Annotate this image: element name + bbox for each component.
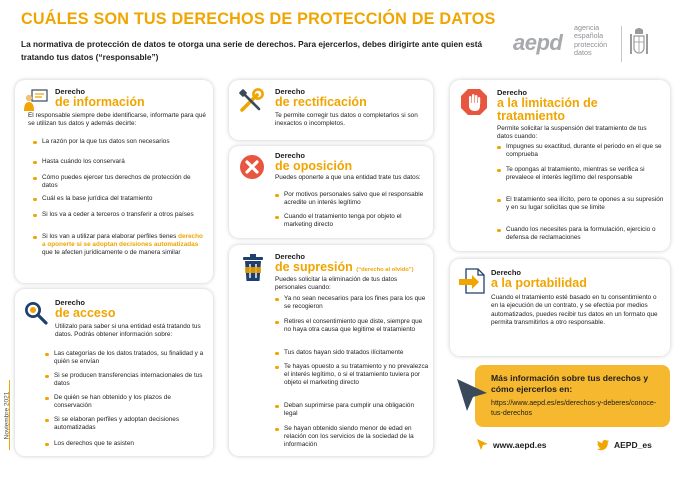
card-heading-line2: tratamiento [497, 109, 566, 123]
card-heading-tag: (“derecho al olvido”) [356, 267, 414, 273]
card-oposicion [229, 146, 433, 238]
highlight-text: derecho a oponerte si se adoptan decisiones automatizadas [42, 233, 203, 249]
list-item: Tus datos hayan sido tratados ilícitamente [275, 349, 429, 357]
card-heading: de rectificación [275, 95, 367, 109]
card-intro: Puedes oponerte a que una entidad trate tus datos: [275, 174, 421, 181]
card-intro: El responsable siempre debe identificarse, informarte para qué se utilizan tus datos y además decirte: [28, 112, 206, 128]
aepd-logo-mark: aepd [513, 30, 563, 55]
file-transfer-icon [458, 267, 488, 295]
website-link[interactable]: www.aepd.es [493, 440, 547, 450]
card-heading: a la portabilidad [491, 276, 587, 290]
card-small-label: Derecho [497, 88, 528, 97]
trash-icon [241, 253, 265, 283]
card-small-label: Derecho [491, 268, 522, 277]
tools-icon [237, 87, 267, 115]
page-title: CUÁLES SON TUS DERECHOS DE PROTECCIÓN DE DATOS [21, 10, 496, 28]
more-info-box [475, 365, 670, 427]
list-item: Cómo puedes ejercer tus derechos de protección de datos [33, 174, 198, 190]
card-heading: de acceso [55, 306, 116, 320]
card-heading: de información [55, 95, 145, 109]
list-item: Impugnes su exactitud, durante el periodo en el que se comprueba [497, 143, 665, 159]
coat-of-arms-icon [627, 26, 651, 60]
twitter-icon [597, 438, 610, 451]
list-item: Se hayan obtenido siendo menor de edad en relación con los servicios de la sociedad de la información [275, 425, 429, 450]
card-informacion [15, 80, 213, 283]
list-item: Si se elaboran perfiles y adoptan decisiones automatizadas [45, 416, 205, 432]
presenter-icon [23, 88, 49, 112]
card-heading: de supresión (“derecho al olvido”) [275, 260, 414, 274]
card-intro: Te permite corregir tus datos o completarlos si son inexactos o incompletos. [275, 112, 418, 128]
aepd-logo[interactable] [513, 20, 673, 66]
stop-hand-icon [460, 88, 488, 116]
list-item: Te hayas opuesto a su tratamiento y no prevalezca el interés legítimo, o si el tratamiento tuviera por objeto el marketing directo [275, 363, 429, 388]
twitter-handle[interactable]: AEPD_es [614, 440, 652, 450]
card-portabilidad [450, 259, 670, 356]
card-small-label: Derecho [275, 151, 306, 160]
magnifier-icon [22, 299, 49, 326]
card-limitacion [450, 80, 670, 251]
list-item: Los derechos que te asisten [45, 440, 205, 448]
web-cursor-icon [476, 438, 489, 451]
publication-date: Noviembre 2021 [3, 391, 11, 440]
list-item: Cuando los necesites para la formulación, ejercicio o defensa de reclamaciones [497, 226, 665, 242]
list-item: Las categorías de los datos tratados, su finalidad y a quién se envían [45, 350, 205, 366]
list-item: Te opongas al tratamiento, mientras se verifica si prevalece el interés legítimo del responsable [497, 166, 665, 182]
list-item: Hasta cuándo los conservará [33, 158, 198, 166]
card-intro: Puedes solicitar la eliminación de tus datos personales cuando: [275, 276, 398, 292]
card-small-label: Derecho [55, 87, 86, 96]
list-item: Cuál es la base jurídica del tratamiento [33, 195, 198, 203]
list-item: Retires el consentimiento que diste, siempre que no haya otra causa que legitime el tratamiento [275, 318, 429, 334]
no-entry-icon [239, 154, 265, 180]
cursor-arrow-icon [455, 377, 489, 413]
list-item: La razón por la que tus datos son necesarios [33, 138, 198, 146]
list-item-profiles: Si los van a utilizar para elaborar perfiles tienes derecho a oponerte si se adoptan decisiones automatizadas que te afecten jurídicamente o de manera similar [33, 233, 205, 258]
more-info-title: Más información sobre tus derechos y cómo ejercerlos en: [491, 373, 649, 394]
list-item: Deban suprimirse para cumplir una obligación legal [275, 402, 429, 418]
card-small-label: Derecho [275, 87, 306, 96]
card-supresion [229, 245, 433, 456]
list-item: Cuando el tratamiento tenga por objeto el marketing directo [275, 213, 427, 229]
rights-link[interactable]: https://www.aepd.es/es/derechos-y-deberes/conoce-tus-derechos [491, 399, 657, 417]
list-item: Si se producen transferencias internacionales de tus datos [45, 372, 205, 388]
list-item: Por motivos personales salvo que el responsable acredite un interés legítimo [275, 191, 427, 207]
logo-divider [621, 26, 622, 62]
card-acceso [15, 289, 213, 456]
aepd-logo-text: agencia española protección datos [574, 23, 608, 57]
card-small-label: Derecho [275, 252, 306, 261]
card-rectificacion [229, 80, 433, 140]
card-heading: a la limitación de [497, 96, 598, 110]
card-intro: Utilizalo para saber si una entidad está tratando tus datos. Podrás obtener información sobre: [55, 323, 201, 339]
page-subtitle: La normativa de protección de datos te otorga una serie de derechos. Para ejercerlos, debes dirigirte ante quien está tratando tus datos (“responsable”) [21, 39, 483, 62]
card-heading: de oposición [275, 159, 353, 173]
list-item: De quién se han obtenido y los plazos de conservación [45, 394, 205, 410]
card-intro: Permite solicitar la suspensión del tratamiento de tus datos cuando: [497, 125, 647, 141]
list-item: El tratamiento sea ilícito, pero te opones a su supresión y en su lugar solicitas que se limite [497, 196, 665, 212]
card-small-label: Derecho [55, 298, 86, 307]
card-intro: Cuando el tratamiento esté basado en tu consentimiento o en la ejecución de un contrato, y se efectúa por medios automatizados, puedes recibir tus datos en un formato que permita transmitirlos a otro responsable. [491, 294, 658, 327]
list-item: Ya no sean necesarios para los fines para los que se recogieron [275, 295, 429, 311]
list-item: Si los va a ceder a terceros o transferir a otros países [33, 211, 198, 219]
